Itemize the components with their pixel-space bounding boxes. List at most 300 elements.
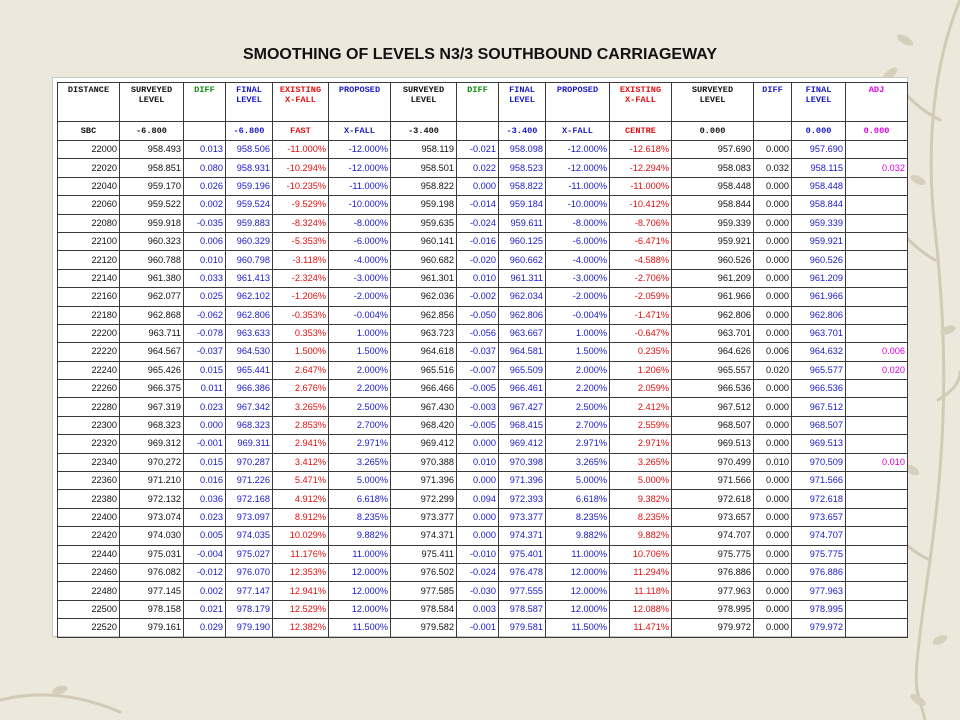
cell-surveyed-level-fast: 966.375 [120,380,184,398]
cell-existing-xfall-centre: -12.294% [610,159,672,177]
cell-final-level-centre: 962.806 [792,306,846,324]
cell-diff-mid: -0.020 [457,251,499,269]
cell-diff-fast: 0.015 [184,453,226,471]
header-surveyed-level-centre: SURVEYED LEVEL [672,83,754,122]
table-row [58,380,908,398]
table-row [58,435,908,453]
cell-surveyed-level-fast: 967.319 [120,398,184,416]
cell-diff-mid: -0.005 [457,380,499,398]
cell-diff-fast: -0.062 [184,306,226,324]
cell-final-level-fast: 960.329 [226,232,273,250]
cell-proposed-xfall-fast: -8.000% [329,214,391,232]
cell-surveyed-level-centre: 959.921 [672,232,754,250]
cell-diff-centre: 0.000 [754,251,792,269]
cell-diff-centre: 0.000 [754,435,792,453]
table-row [58,324,908,342]
cell-final-level-mid: 965.509 [499,361,546,379]
cell-existing-xfall-centre: 11.471% [610,619,672,637]
cell-final-level-fast: 970.287 [226,453,273,471]
cell-surveyed-level-fast: 963.711 [120,324,184,342]
cell-existing-xfall-centre: 12.088% [610,600,672,618]
cell-diff-mid: -0.010 [457,545,499,563]
cell-proposed-xfall-fast: 2.500% [329,398,391,416]
cell-proposed-xfall-mid: 1.000% [546,324,610,342]
cell-surveyed-level-centre: 958.448 [672,177,754,195]
header-proposed-xfall-fast: PROPOSED [329,83,391,122]
cell-final-level-fast: 959.524 [226,196,273,214]
cell-surveyed-level-mid: 960.141 [391,232,457,250]
cell-final-level-mid: 962.806 [499,306,546,324]
cell-adj [846,435,908,453]
cell-existing-xfall-fast: 12.529% [273,600,329,618]
table-row [58,453,908,471]
subheader-proposed-xfall-mid: X-FALL [546,122,610,141]
cell-diff-centre: 0.000 [754,269,792,287]
cell-surveyed-level-centre: 976.886 [672,563,754,581]
cell-surveyed-level-mid: 958.501 [391,159,457,177]
cell-diff-centre: 0.000 [754,545,792,563]
cell-final-level-fast: 961.413 [226,269,273,287]
cell-diff-mid: -0.024 [457,214,499,232]
cell-surveyed-level-mid: 966.466 [391,380,457,398]
cell-surveyed-level-centre: 974.707 [672,527,754,545]
cell-proposed-xfall-mid: 11.500% [546,619,610,637]
cell-surveyed-level-mid: 970.388 [391,453,457,471]
cell-final-level-fast: 959.196 [226,177,273,195]
cell-diff-fast: 0.016 [184,472,226,490]
cell-diff-centre: 0.020 [754,361,792,379]
cell-existing-xfall-fast: -0.353% [273,306,329,324]
cell-distance: 22120 [58,251,120,269]
cell-surveyed-level-mid: 973.377 [391,508,457,526]
cell-final-level-centre: 958.448 [792,177,846,195]
cell-diff-mid: -0.002 [457,288,499,306]
cell-final-level-fast: 959.883 [226,214,273,232]
cell-final-level-fast: 972.168 [226,490,273,508]
header-final-level-mid: FINAL LEVEL [499,83,546,122]
cell-adj [846,508,908,526]
cell-diff-mid: 0.000 [457,472,499,490]
cell-surveyed-level-fast: 970.272 [120,453,184,471]
cell-final-level-centre: 974.707 [792,527,846,545]
cell-diff-centre: 0.000 [754,619,792,637]
cell-existing-xfall-centre: 2.559% [610,416,672,434]
table-row [58,563,908,581]
cell-surveyed-level-mid: 959.198 [391,196,457,214]
cell-proposed-xfall-mid: 3.265% [546,453,610,471]
cell-diff-mid: -0.003 [457,398,499,416]
cell-proposed-xfall-fast: 5.000% [329,472,391,490]
cell-final-level-fast: 962.102 [226,288,273,306]
cell-existing-xfall-centre: 11.294% [610,563,672,581]
cell-proposed-xfall-mid: 2.971% [546,435,610,453]
cell-distance: 22100 [58,232,120,250]
cell-existing-xfall-centre: -4.588% [610,251,672,269]
cell-surveyed-level-mid: 968.420 [391,416,457,434]
cell-adj [846,177,908,195]
cell-adj [846,545,908,563]
cell-surveyed-level-mid: 979.582 [391,619,457,637]
cell-proposed-xfall-mid: 2.700% [546,416,610,434]
subheader-distance: SBC [58,122,120,141]
cell-surveyed-level-mid: 975.411 [391,545,457,563]
cell-surveyed-level-mid: 959.635 [391,214,457,232]
table-row [58,288,908,306]
cell-final-level-mid: 959.611 [499,214,546,232]
cell-proposed-xfall-mid: 2.500% [546,398,610,416]
cell-final-level-fast: 967.342 [226,398,273,416]
cell-existing-xfall-centre: 9.382% [610,490,672,508]
cell-surveyed-level-fast: 961.380 [120,269,184,287]
cell-surveyed-level-centre: 968.507 [672,416,754,434]
cell-final-level-fast: 973.097 [226,508,273,526]
cell-surveyed-level-fast: 960.323 [120,232,184,250]
cell-final-level-centre: 972.618 [792,490,846,508]
cell-diff-centre: 0.000 [754,398,792,416]
cell-surveyed-level-mid: 976.502 [391,563,457,581]
cell-existing-xfall-fast: -10.235% [273,177,329,195]
subheader-existing-xfall-fast: FAST [273,122,329,141]
cell-final-level-centre: 966.536 [792,380,846,398]
cell-proposed-xfall-fast: -6.000% [329,232,391,250]
cell-surveyed-level-fast: 974.030 [120,527,184,545]
cell-diff-centre: 0.000 [754,582,792,600]
cell-final-level-fast: 965.441 [226,361,273,379]
cell-final-level-centre: 965.577 [792,361,846,379]
cell-final-level-centre: 961.966 [792,288,846,306]
cell-adj [846,582,908,600]
cell-diff-mid: 0.022 [457,159,499,177]
cell-adj: 0.006 [846,343,908,361]
cell-adj: 0.020 [846,361,908,379]
cell-diff-mid: -0.024 [457,563,499,581]
cell-existing-xfall-fast: 12.353% [273,563,329,581]
cell-diff-mid: -0.001 [457,619,499,637]
cell-proposed-xfall-fast: 12.000% [329,563,391,581]
cell-proposed-xfall-mid: 11.000% [546,545,610,563]
cell-distance: 22200 [58,324,120,342]
cell-diff-mid: -0.007 [457,361,499,379]
cell-adj [846,472,908,490]
header-distance: DISTANCE [58,83,120,122]
cell-surveyed-level-centre: 978.995 [672,600,754,618]
cell-proposed-xfall-mid: 12.000% [546,582,610,600]
cell-distance: 22220 [58,343,120,361]
cell-existing-xfall-centre: 5.000% [610,472,672,490]
cell-surveyed-level-mid: 972.299 [391,490,457,508]
header-surveyed-level-fast: SURVEYED LEVEL [120,83,184,122]
cell-diff-mid: -0.016 [457,232,499,250]
cell-final-level-fast: 968.323 [226,416,273,434]
cell-proposed-xfall-fast: 2.971% [329,435,391,453]
cell-diff-mid: 0.010 [457,269,499,287]
cell-existing-xfall-centre: 2.971% [610,435,672,453]
cell-adj [846,600,908,618]
cell-adj [846,619,908,637]
cell-final-level-mid: 970.398 [499,453,546,471]
header-diff-mid: DIFF [457,83,499,122]
cell-existing-xfall-centre: -2.706% [610,269,672,287]
cell-proposed-xfall-fast: 3.265% [329,453,391,471]
cell-final-level-fast: 978.179 [226,600,273,618]
cell-surveyed-level-centre: 964.626 [672,343,754,361]
table-row [58,343,908,361]
cell-surveyed-level-mid: 971.396 [391,472,457,490]
cell-final-level-fast: 969.311 [226,435,273,453]
cell-distance: 22460 [58,563,120,581]
cell-diff-centre: 0.000 [754,490,792,508]
cell-diff-mid: 0.003 [457,600,499,618]
table-row [58,545,908,563]
cell-distance: 22280 [58,398,120,416]
cell-final-level-mid: 961.311 [499,269,546,287]
cell-distance: 22240 [58,361,120,379]
cell-existing-xfall-fast: 2.853% [273,416,329,434]
cell-existing-xfall-centre: 10.706% [610,545,672,563]
cell-surveyed-level-fast: 962.077 [120,288,184,306]
cell-surveyed-level-fast: 962.868 [120,306,184,324]
table-row [58,582,908,600]
subheader-final-level-mid: -3.400 [499,122,546,141]
cell-diff-mid: -0.005 [457,416,499,434]
cell-final-level-mid: 958.098 [499,141,546,159]
subheader-final-level-centre: 0.000 [792,122,846,141]
cell-diff-centre: 0.000 [754,141,792,159]
cell-surveyed-level-fast: 975.031 [120,545,184,563]
table-row [58,490,908,508]
cell-diff-mid: 0.000 [457,177,499,195]
cell-existing-xfall-fast: 12.941% [273,582,329,600]
cell-proposed-xfall-fast: 2.700% [329,416,391,434]
subheader-adj: 0.000 [846,122,908,141]
cell-final-level-mid: 979.581 [499,619,546,637]
cell-surveyed-level-centre: 960.526 [672,251,754,269]
cell-final-level-mid: 959.184 [499,196,546,214]
cell-final-level-centre: 959.921 [792,232,846,250]
cell-proposed-xfall-mid: 12.000% [546,600,610,618]
cell-proposed-xfall-mid: -3.000% [546,269,610,287]
table-row [58,196,908,214]
cell-proposed-xfall-mid: -12.000% [546,159,610,177]
cell-diff-fast: 0.023 [184,398,226,416]
table-row [58,214,908,232]
cell-existing-xfall-centre: -6.471% [610,232,672,250]
cell-diff-fast: -0.037 [184,343,226,361]
cell-surveyed-level-fast: 958.851 [120,159,184,177]
cell-final-level-mid: 975.401 [499,545,546,563]
cell-surveyed-level-fast: 960.788 [120,251,184,269]
cell-surveyed-level-centre: 959.339 [672,214,754,232]
cell-proposed-xfall-fast: 1.000% [329,324,391,342]
header-final-level-centre: FINAL LEVEL [792,83,846,122]
cell-existing-xfall-fast: 8.912% [273,508,329,526]
cell-diff-centre: 0.006 [754,343,792,361]
subheader-surveyed-level-mid: -3.400 [391,122,457,141]
cell-surveyed-level-centre: 958.083 [672,159,754,177]
cell-adj [846,527,908,545]
cell-existing-xfall-fast: -8.324% [273,214,329,232]
cell-surveyed-level-fast: 972.132 [120,490,184,508]
cell-adj [846,269,908,287]
cell-final-level-mid: 971.396 [499,472,546,490]
cell-proposed-xfall-mid: -8.000% [546,214,610,232]
cell-final-level-fast: 979.190 [226,619,273,637]
cell-adj [846,214,908,232]
cell-diff-centre: 0.000 [754,508,792,526]
cell-final-level-centre: 963.701 [792,324,846,342]
cell-surveyed-level-centre: 970.499 [672,453,754,471]
cell-diff-fast: 0.080 [184,159,226,177]
cell-surveyed-level-centre: 973.657 [672,508,754,526]
cell-final-level-mid: 960.662 [499,251,546,269]
cell-existing-xfall-centre: 11.118% [610,582,672,600]
cell-final-level-fast: 964.530 [226,343,273,361]
cell-final-level-centre: 957.690 [792,141,846,159]
table-row [58,361,908,379]
cell-diff-mid: 0.000 [457,527,499,545]
cell-final-level-fast: 975.027 [226,545,273,563]
header-final-level-fast: FINAL LEVEL [226,83,273,122]
cell-diff-mid: -0.021 [457,141,499,159]
cell-diff-mid: 0.010 [457,453,499,471]
table-row [58,141,908,159]
cell-diff-fast: 0.005 [184,527,226,545]
cell-adj [846,563,908,581]
cell-final-level-mid: 958.523 [499,159,546,177]
cell-existing-xfall-centre: -10.412% [610,196,672,214]
cell-final-level-mid: 958.822 [499,177,546,195]
cell-surveyed-level-centre: 972.618 [672,490,754,508]
cell-surveyed-level-centre: 977.963 [672,582,754,600]
header-diff-fast: DIFF [184,83,226,122]
cell-diff-fast: 0.006 [184,232,226,250]
cell-final-level-centre: 967.512 [792,398,846,416]
cell-surveyed-level-centre: 979.972 [672,619,754,637]
cell-surveyed-level-centre: 971.566 [672,472,754,490]
cell-final-level-fast: 974.035 [226,527,273,545]
cell-surveyed-level-mid: 958.822 [391,177,457,195]
header-surveyed-level-mid: SURVEYED LEVEL [391,83,457,122]
cell-distance: 22480 [58,582,120,600]
subheader-surveyed-level-fast: -6.800 [120,122,184,141]
cell-existing-xfall-centre: -12.618% [610,141,672,159]
cell-diff-mid: 0.000 [457,508,499,526]
cell-existing-xfall-centre: -0.647% [610,324,672,342]
cell-existing-xfall-fast: -9.529% [273,196,329,214]
cell-diff-centre: 0.032 [754,159,792,177]
cell-proposed-xfall-fast: 11.500% [329,619,391,637]
cell-surveyed-level-mid: 964.618 [391,343,457,361]
cell-diff-centre: 0.000 [754,177,792,195]
header-proposed-xfall-mid: PROPOSED [546,83,610,122]
cell-final-level-mid: 964.581 [499,343,546,361]
cell-final-level-centre: 969.513 [792,435,846,453]
cell-final-level-mid: 968.415 [499,416,546,434]
cell-surveyed-level-mid: 967.430 [391,398,457,416]
cell-existing-xfall-fast: 2.941% [273,435,329,453]
subheader-final-level-fast: -6.800 [226,122,273,141]
cell-final-level-fast: 976.070 [226,563,273,581]
cell-surveyed-level-fast: 959.522 [120,196,184,214]
cell-surveyed-level-centre: 967.512 [672,398,754,416]
cell-surveyed-level-fast: 964.567 [120,343,184,361]
cell-diff-centre: 0.000 [754,416,792,434]
cell-existing-xfall-fast: 1.500% [273,343,329,361]
cell-existing-xfall-fast: 4.912% [273,490,329,508]
cell-proposed-xfall-fast: 6.618% [329,490,391,508]
cell-final-level-mid: 962.034 [499,288,546,306]
cell-proposed-xfall-mid: -11.000% [546,177,610,195]
cell-proposed-xfall-fast: 8.235% [329,508,391,526]
cell-existing-xfall-fast: 2.676% [273,380,329,398]
cell-existing-xfall-fast: -2.324% [273,269,329,287]
cell-distance: 22000 [58,141,120,159]
cell-proposed-xfall-mid: 2.200% [546,380,610,398]
cell-existing-xfall-centre: 2.412% [610,398,672,416]
cell-adj: 0.010 [846,453,908,471]
cell-proposed-xfall-mid: 8.235% [546,508,610,526]
header-existing-xfall-fast: EXISTING X-FALL [273,83,329,122]
cell-adj [846,306,908,324]
cell-surveyed-level-fast: 958.493 [120,141,184,159]
cell-final-level-centre: 958.115 [792,159,846,177]
cell-final-level-mid: 963.667 [499,324,546,342]
subheader-surveyed-level-centre: 0.000 [672,122,754,141]
cell-distance: 22040 [58,177,120,195]
cell-diff-centre: 0.000 [754,324,792,342]
subheader-diff-fast [184,122,226,141]
cell-surveyed-level-mid: 969.412 [391,435,457,453]
cell-diff-fast: 0.013 [184,141,226,159]
cell-surveyed-level-centre: 966.536 [672,380,754,398]
cell-final-level-centre: 961.209 [792,269,846,287]
subheader-diff-centre [754,122,792,141]
cell-existing-xfall-centre: 8.235% [610,508,672,526]
cell-final-level-centre: 979.972 [792,619,846,637]
cell-proposed-xfall-mid: 12.000% [546,563,610,581]
cell-distance: 22060 [58,196,120,214]
cell-surveyed-level-mid: 978.584 [391,600,457,618]
cell-surveyed-level-centre: 963.701 [672,324,754,342]
cell-existing-xfall-fast: 3.412% [273,453,329,471]
cell-final-level-centre: 968.507 [792,416,846,434]
cell-final-level-centre: 959.339 [792,214,846,232]
cell-proposed-xfall-fast: -12.000% [329,141,391,159]
cell-existing-xfall-fast: -11.000% [273,141,329,159]
cell-diff-centre: 0.000 [754,380,792,398]
cell-diff-centre: 0.010 [754,453,792,471]
cell-surveyed-level-centre: 962.806 [672,306,754,324]
table-row [58,472,908,490]
cell-diff-fast: 0.000 [184,416,226,434]
cell-proposed-xfall-fast: 2.200% [329,380,391,398]
cell-surveyed-level-fast: 979.161 [120,619,184,637]
cell-final-level-mid: 960.125 [499,232,546,250]
cell-diff-fast: 0.033 [184,269,226,287]
cell-proposed-xfall-fast: 12.000% [329,582,391,600]
cell-existing-xfall-fast: -5.353% [273,232,329,250]
table-row [58,600,908,618]
cell-final-level-mid: 972.393 [499,490,546,508]
cell-final-level-centre: 964.632 [792,343,846,361]
cell-surveyed-level-mid: 958.119 [391,141,457,159]
cell-proposed-xfall-mid: -6.000% [546,232,610,250]
cell-existing-xfall-centre: -2.059% [610,288,672,306]
cell-final-level-mid: 967.427 [499,398,546,416]
cell-distance: 22380 [58,490,120,508]
cell-adj [846,398,908,416]
page-title: SMOOTHING OF LEVELS N3/3 SOUTHBOUND CARRIAGEWAY [242,46,718,63]
